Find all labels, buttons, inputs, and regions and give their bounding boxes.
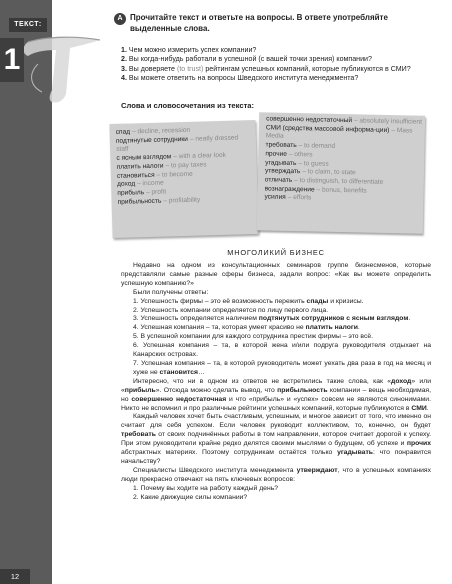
article-paragraph: Специалисты Шведского института менеджмента утверждают, что в успешных компаниях люди прекрасно отвечают на пять ключевых вопросов: (121, 466, 431, 483)
answer-item: 4. Успешная компания – та, которая умеет красиво не платить налоги. (133, 324, 360, 332)
question-item: 2. Вы когда-нибудь работали в успешной (с вашей точки зрения) компании? (121, 55, 372, 64)
task-letter-icon: А (114, 13, 126, 25)
word-russian: вознаграждение (264, 185, 315, 194)
task-instruction: Прочитайте текст и ответьте на вопросы. В ответе употребляйте выделенные слова. (130, 13, 388, 33)
article-paragraph: Были получены ответы: (133, 288, 209, 296)
word-dash: – (189, 135, 194, 143)
vocabulary-card-left (109, 120, 258, 238)
section-label: ТЕКСТ: (9, 18, 47, 32)
article-paragraph: Интересно, что ни в одном из ответов не встретились такие слова, как «доход» или «прибыль». Отсюда можно сделать вывод, что прибыльность компании – вещь необходимая, но совершенно недостаточная и что «прибыль» и «успех» совсем не являются синонимами. Никто не вспомнил и про различные рейтинги успешных компаний, которые публикуются в СМИ. (121, 377, 432, 412)
word-russian: совершенно недостаточный (266, 115, 353, 125)
word-dash: – (173, 153, 177, 161)
word-dash: – (316, 186, 321, 194)
answer-item: 1. Успешность фирмы – это её возможность пережить спады и кризисы. (133, 297, 364, 305)
word-russian: становиться (116, 171, 155, 180)
word-dash: – (145, 188, 150, 196)
word-dash: – (163, 197, 167, 205)
article-title: МНОГОЛИКИЙ БИЗНЕС (227, 248, 325, 257)
word-translation: others (294, 150, 313, 159)
word-translation: to claim, to state (307, 168, 356, 177)
word-dash: – (165, 162, 170, 170)
question-item: 3. Вы доверяете (to trust) рейтингам успешных компаний, которые публикуются в СМИ? (121, 64, 411, 73)
answer-item: 7. Успешная компания – та, в которой руководитель может уехать два раза в год на месяц и хуже не становится… (133, 359, 431, 376)
chapter-number: 1 (0, 38, 24, 82)
answer-item: 2. Успешность компании определяется по лицу первого лица. (133, 306, 329, 314)
word-translation: decline, recession (137, 126, 191, 136)
question-item: 1. Чем можно измерить успех компании? (121, 46, 257, 54)
word-translation: to demand (303, 142, 336, 150)
word-dash: – (293, 176, 298, 185)
vocabulary-list-right (264, 115, 422, 205)
survey-question: 2. Какие движущие силы компании? (133, 493, 248, 501)
word-dash: – (156, 171, 161, 179)
article-paragraph: Недавно на одном из консультационных семинаров группе бизнесменов, которые представляли самые разные сферы бизнеса, задали вопрос: «Как вы можете определить успешную компанию?» (121, 262, 431, 287)
word-dash: – (288, 150, 293, 158)
vocabulary-list-left (116, 125, 254, 207)
word-russian: с ясным взглядом (116, 153, 172, 162)
word-translation: income (142, 179, 164, 188)
word-translation: profit (151, 188, 167, 196)
answer-item: 3. Успешность определяется наличием подтянутых сотрудников с ясным взглядом. (133, 315, 411, 323)
word-russian: требовать (265, 141, 297, 150)
word-translation: Mass Media (265, 126, 413, 141)
word-translation: to distinguish, to differentiate (299, 177, 384, 186)
word-russian: платить налоги (116, 162, 164, 171)
word-dash: – (298, 142, 303, 150)
word-russian: прибыль (117, 189, 145, 197)
word-translation: with a clear look (178, 151, 227, 161)
word-translation: to guess (303, 159, 329, 168)
word-translation: efforts (293, 194, 312, 202)
answer-item: 5. В успешной компании для каждого сотрудника престиж фирмы – это всё. (133, 333, 374, 341)
word-russian: подтянутые сотрудники (115, 135, 189, 145)
word-translation: bonus, benefits (321, 186, 367, 195)
vocabulary-card-right (257, 112, 425, 233)
vocabulary-entry (264, 194, 420, 206)
answer-item: 6. Успешная компания – та, в которой жена и/или подруга руководителя отдыхает на Канарских островах. (133, 342, 431, 359)
word-russian: прибыльность (117, 197, 162, 206)
article-paragraph: Каждый человек хочет быть счастливым, успешным, и многое зависит от того, что именно он считает для себя успехом. Если человек руководит коллективом, то, конечно, он будет требовать от своих подчинённых работы в том направлении, которое считает дорогой к успеху. При этом руководители крайне редко делятся своими мыслями о будущем, об успехе и прочих абстрактных материях. Поэтому сотрудникам остаётся только угадывать: что понравится начальству? (121, 413, 431, 465)
word-translation: profitability (168, 196, 201, 205)
word-translation: absolutely insufficient (359, 117, 423, 126)
word-translation: to become (161, 170, 193, 179)
question-item: 4. Вы можете ответить на вопросы Шведского института менеджмента? (121, 73, 359, 82)
survey-question: 1. Почему вы ходите на работу каждый день? (133, 484, 279, 492)
word-translation: to pay taxes (170, 161, 207, 170)
word-russian: утверждать (264, 167, 301, 176)
word-russian: спад (115, 128, 131, 136)
word-dash: – (287, 194, 292, 202)
word-dash: – (298, 159, 303, 167)
vocabulary-title: Слова и словосочетания из текста: (121, 101, 255, 110)
word-dash: – (391, 126, 395, 134)
word-dash: – (302, 168, 306, 176)
page-number: 12 (0, 569, 30, 584)
word-russian: отличать (264, 176, 293, 184)
word-dash: – (131, 128, 136, 136)
question-list (121, 46, 427, 83)
word-russian: усилия (264, 193, 286, 202)
article-body (121, 262, 431, 502)
word-russian: доход (117, 180, 136, 189)
word-translation: neatly dressed staff (116, 134, 239, 154)
word-russian: СМИ (средства массовой информа-ции) (265, 124, 390, 134)
word-dash: – (353, 117, 358, 125)
word-russian: угадывать (265, 158, 297, 167)
word-russian: прочие (265, 150, 288, 158)
word-dash: – (136, 180, 141, 188)
